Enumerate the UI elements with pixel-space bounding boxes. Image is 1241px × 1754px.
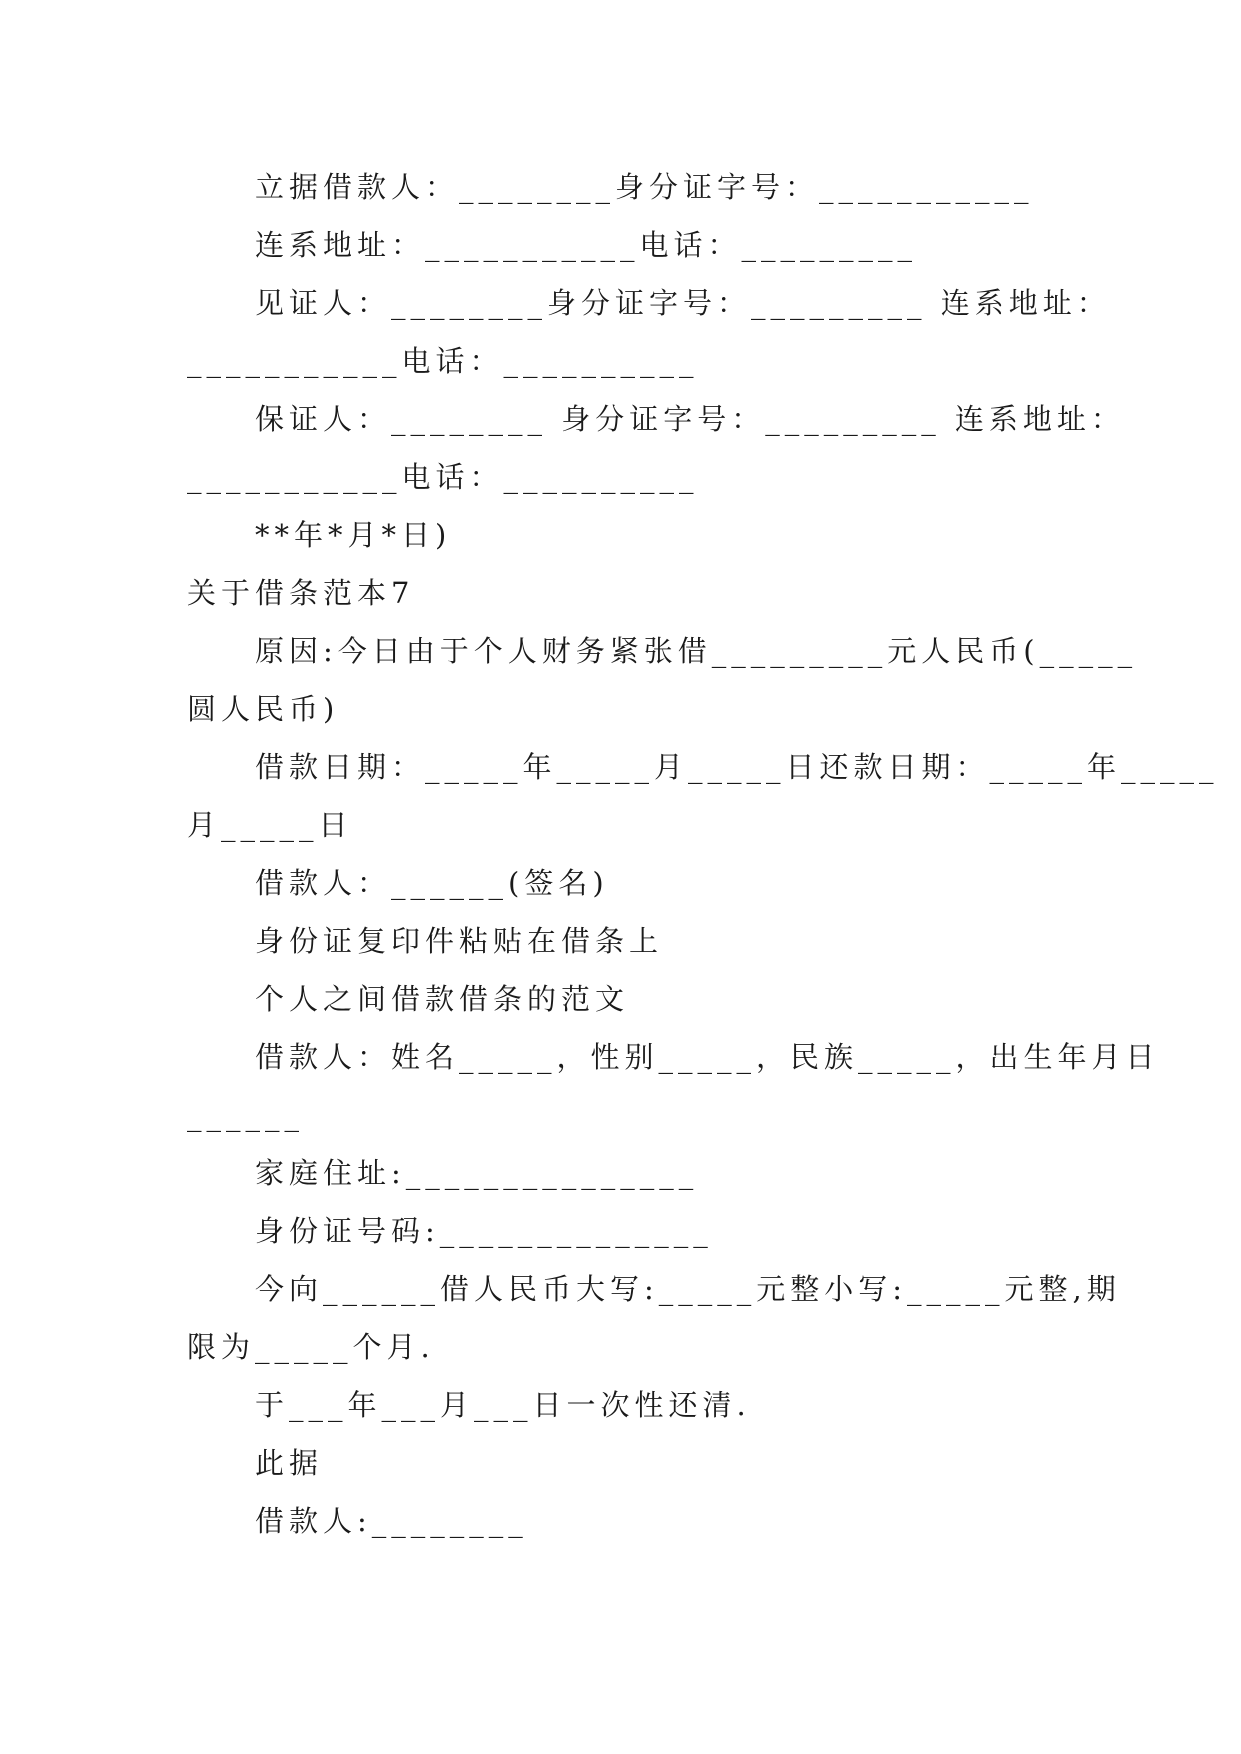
- subheading: 个人之间借款借条的范文: [255, 982, 630, 1016]
- closing-line: 此据: [255, 1446, 324, 1480]
- loan-dates-line: 借款日期：_____年_____月_____日还款日期：_____年_____: [255, 750, 1219, 784]
- guarantor-line: 保证人：________ 身分证字号：_________ 连系地址：: [255, 402, 1125, 436]
- id-copy-note: 身份证复印件粘贴在借条上: [255, 924, 664, 958]
- loan-amount-line: 今向______借人民币大写:_____元整小写:_____元整,期: [255, 1272, 1121, 1306]
- address-line: 家庭住址:_______________: [255, 1156, 699, 1190]
- id-number-line: 身份证号码:______________: [255, 1214, 713, 1248]
- date-line: **年*月*日): [255, 518, 452, 552]
- loan-dates-line-cont: 月_____日: [187, 808, 353, 842]
- borrower-signature-line: 借款人：______(签名): [255, 866, 609, 900]
- section-heading: 关于借条范本7: [187, 576, 415, 610]
- loan-term-line: 限为_____个月.: [187, 1330, 435, 1364]
- reason-line: 原因:今日由于个人财务紧张借_________元人民币(_____: [255, 634, 1138, 668]
- borrower-info-line: 借款人：姓名_____，性别_____，民族_____，出生年月日: [255, 1040, 1160, 1074]
- witness-phone-line: ___________电话：__________: [187, 344, 699, 378]
- repayment-line: 于___年___月___日一次性还清.: [255, 1388, 751, 1422]
- reason-line-cont: 圆人民币): [187, 692, 340, 726]
- guarantor-phone-line: ___________电话：__________: [187, 460, 699, 494]
- birthdate-blank: ______: [187, 1098, 304, 1132]
- final-borrower-line: 借款人:________: [255, 1504, 528, 1538]
- borrower-contact-line: 连系地址：___________电话：_________: [255, 228, 918, 262]
- witness-line: 见证人：________身分证字号：_________ 连系地址：: [255, 286, 1111, 320]
- borrower-id-line: 立据借款人：________身分证字号：___________: [255, 170, 1034, 204]
